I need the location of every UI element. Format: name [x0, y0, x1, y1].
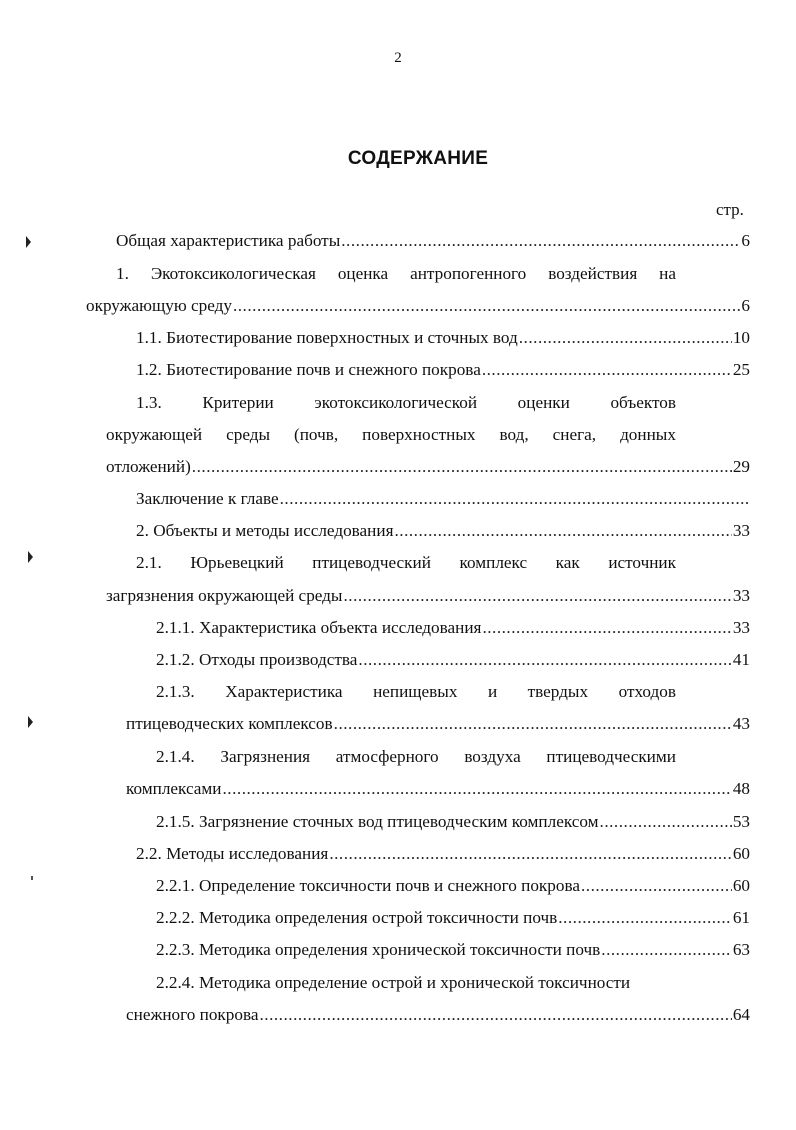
toc-entry[interactable]: отложений) ..... 29: [106, 455, 750, 479]
toc-entry-line: окружающей среды (почв, поверхностных вод, снега, донных: [106, 425, 676, 444]
margin-mark: [28, 551, 33, 563]
toc-entry[interactable]: 1.2. Биотестирование почв и снежного покрова ..... 25: [136, 358, 750, 382]
toc-entry[interactable]: 2.1.1. Характеристика объекта исследования ..... 33: [156, 616, 750, 640]
margin-speck: [31, 876, 33, 880]
toc-entry[interactable]: Общая характеристика работы ..... 6: [116, 229, 750, 253]
page-column-label: стр.: [716, 200, 744, 219]
toc-entry-line: 2.1.3. Характеристика непищевых и твердых отходов: [156, 682, 676, 701]
toc-entry-line: 1.3. Критерии экотоксикологической оценки объектов: [136, 393, 676, 412]
toc-entry-line: 1. Экотоксикологическая оценка антропогенного воздействия на: [116, 264, 676, 283]
page-number: 2: [394, 50, 402, 66]
toc-entry-line: 2.2.4. Методика определение острой и хронической токсичности: [156, 973, 631, 992]
toc-entry[interactable]: 2.1.5. Загрязнение сточных вод птицеводческим комплексом ..... 53: [156, 810, 750, 834]
page-title: СОДЕРЖАНИЕ: [347, 148, 489, 169]
toc-entry[interactable]: загрязнения окружающей среды ..... 33: [106, 584, 750, 608]
toc-entry-line: 2.1.4. Загрязнения атмосферного воздуха птицеводческими: [156, 747, 676, 766]
toc-entry[interactable]: птицеводческих комплексов ..... 43: [126, 712, 750, 736]
toc-entry[interactable]: 2.2.2. Методика определения острой токсичности почв ..... 61: [156, 906, 750, 930]
margin-mark: [26, 236, 31, 248]
toc-entry[interactable]: 2.2.3. Методика определения хронической токсичности почв ..... 63: [156, 938, 750, 962]
toc-entry[interactable]: комплексами ..... 48: [126, 777, 750, 801]
toc-entry[interactable]: Заключение к главе .....: [136, 487, 750, 511]
toc-entry[interactable]: 2.2.1. Определение токсичности почв и снежного покрова ..... 60: [156, 874, 750, 898]
margin-mark: [28, 716, 33, 728]
toc-entry[interactable]: 1.1. Биотестирование поверхностных и сточных вод ..... 10: [136, 326, 750, 350]
toc-entry[interactable]: окружающую среду ..... 6: [86, 294, 750, 318]
toc-entry[interactable]: снежного покрова ..... 64: [126, 1003, 750, 1027]
toc-entry-line: 2.1. Юрьевецкий птицеводческий комплекс как источник: [136, 553, 676, 572]
toc-entry[interactable]: 2.1.2. Отходы производства ..... 41: [156, 648, 750, 672]
toc-entry[interactable]: 2.2. Методы исследования ..... 60: [136, 842, 750, 866]
toc-entry[interactable]: 2. Объекты и методы исследования ..... 33: [136, 519, 750, 543]
